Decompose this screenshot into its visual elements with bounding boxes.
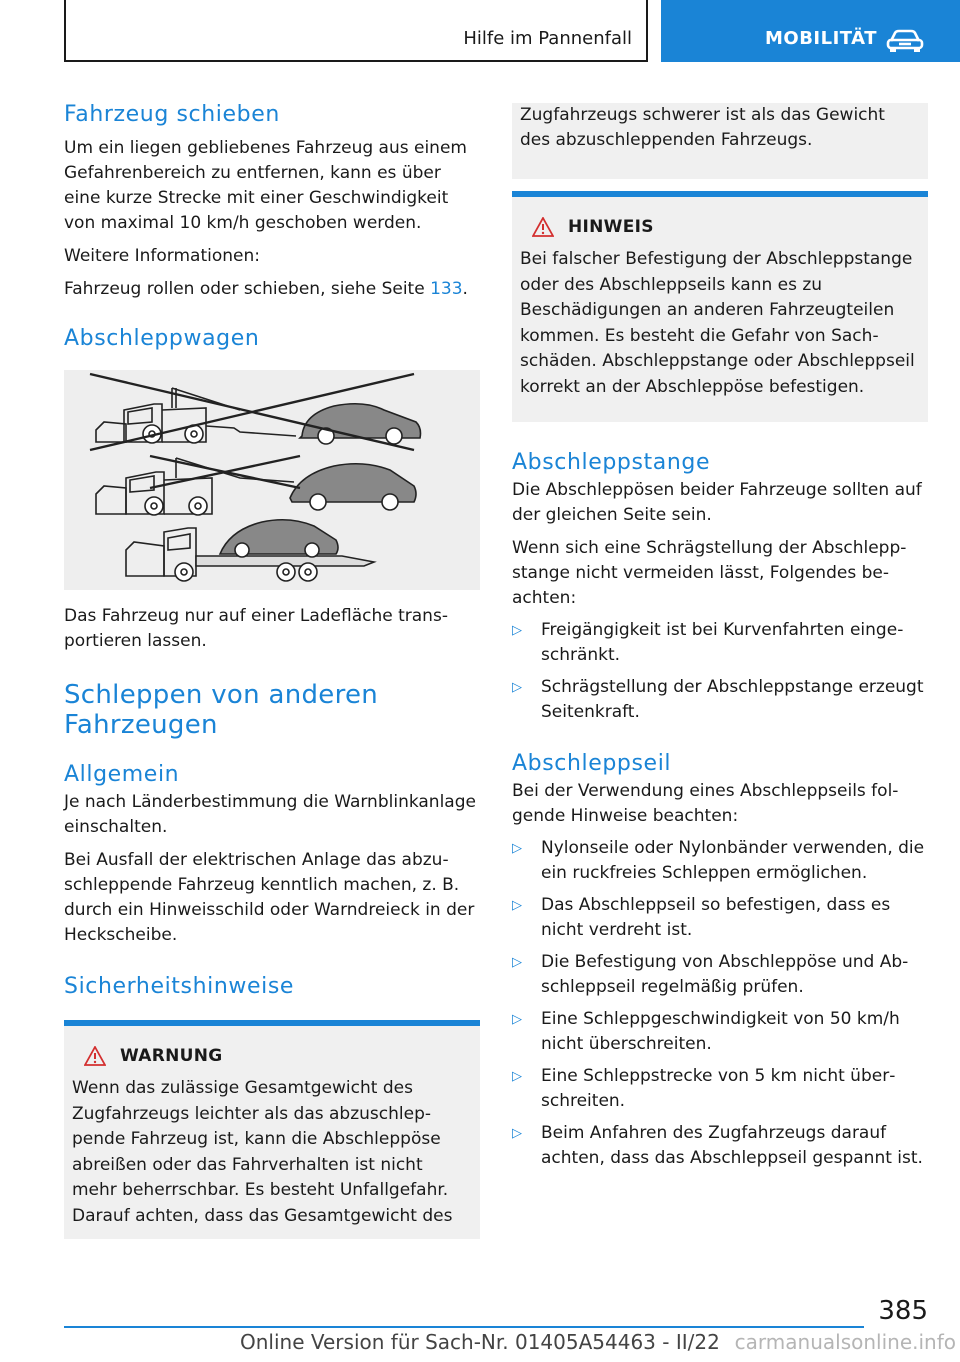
watermark: carmanualsonline.info [734,1330,956,1354]
tow-paragraph: Das Fahrzeug nur auf einer Ladefläche transportieren lassen. [64,606,448,651]
tow-rope-paragraph: Bei der Verwendung eines Abschleppseils folgende Hinweise beachten: [512,781,899,826]
general-paragraph-2: Bei Ausfall der elektrischen Anlage das abzuschleppende Fahrzeug kenntlich machen, z. B. durch ein Hinweisschild oder Warndreieck in der Heckscheibe. [64,850,475,945]
bullet-triangle-icon: ▷ [512,1069,522,1084]
header-section-title: Hilfe im Pannenfall [463,28,632,49]
tow-bar-paragraph-1: Die Abschleppösen beider Fahrzeuge sollten auf der gleichen Seite sein. [512,480,922,525]
warning-box [64,1020,480,1239]
notice-box [512,191,928,422]
heading-tow-truck: Abschleppwagen [64,326,260,351]
header-chapter-title: MOBILITÄT [765,28,877,49]
tow-truck-diagram [64,370,480,590]
online-version-text: Online Version für Sach-Nr. 01405A54463 - II/22 [240,1330,720,1354]
list-item: ▷ Das Abschleppseil so befestigen, dass es nicht verdreht ist. [512,895,891,940]
heading-general: Allgemein [64,762,180,787]
bullet-triangle-icon: ▷ [512,898,522,913]
heading-towing-other-vehicles: Schleppen von anderen Fahrzeugen [64,680,379,740]
list-item: ▷ Eine Schleppstrecke von 5 km nicht überschreiten. [512,1066,896,1111]
tow-truck-illustration [64,370,480,590]
footer-divider [64,1326,864,1328]
tow-bar-list [512,618,928,725]
heading-push-vehicle: Fahrzeug schieben [64,102,280,127]
page-number: 385 [878,1296,928,1326]
push-paragraph: Um ein liegen gebliebenes Fahrzeug aus einem Gefahrenbereich zu entfernen, kann es über eine kurze Strecke mit einer Geschwindigkeit von maximal 10 km/h geschoben werden. [64,138,467,233]
list-item: ▷ Eine Schleppgeschwindigkeit von 50 km/h nicht überschreiten. [512,1009,900,1054]
car-icon [885,28,925,54]
heading-tow-bar: Abschleppstange [512,450,711,475]
bullet-triangle-icon: ▷ [512,955,522,970]
warning-box-continued [512,103,928,179]
notice-title: HINWEIS [568,217,654,237]
more-info-label: Weitere Informationen: [64,246,260,266]
page-link-133[interactable]: 133 [430,279,463,299]
list-item: ▷ Nylonseile oder Nylonbänder verwenden, die ein ruckfreies Schleppen ermöglichen. [512,838,925,883]
warning-text: Wenn das zulässige Gesamtgewicht des Zugfahrzeugs leichter als das abzuschleppende Fahrzeug ist, kann die Abschleppöse abreißen oder das Fahrverhalten ist nicht mehr beherrschbar. Es besteht Unfallgefahr. Darauf achten, dass das Gesamtgewicht des [72,1078,453,1226]
header-chapter-tab [661,0,960,62]
bullet-triangle-icon: ▷ [512,841,522,856]
list-item: ▷ Beim Anfahren des Zugfahrzeugs darauf achten, dass das Abschleppseil gespannt ist. [512,1123,923,1168]
tow-rope-list [512,836,928,1171]
tow-bar-paragraph-2: Wenn sich eine Schrägstellung der Abschleppstange nicht vermeiden lässt, Folgendes beachten: [512,538,907,608]
list-item: ▷ Freigängigkeit ist bei Kurvenfahrten eingeschränkt. [512,620,904,665]
notice-triangle-icon [532,217,554,237]
list-item: ▷ Schrägstellung der Abschleppstange erzeugt Seitenkraft. [512,677,924,722]
header-section-box [64,0,648,62]
list-item: ▷ Die Befestigung von Abschleppöse und Abschleppseil regelmäßig prüfen. [512,952,909,997]
notice-text: Bei falscher Befestigung der Abschleppstange oder des Abschleppseils kann es zu Beschädigungen an anderen Fahrzeugteilen kommen. Es besteht die Gefahr von Sachschäden. Abschleppstange oder Abschleppseil korrekt an der Abschleppöse befestigen. [520,249,915,397]
bullet-triangle-icon: ▷ [512,623,522,638]
bullet-triangle-icon: ▷ [512,1012,522,1027]
heading-safety-notes: Sicherheitshinweise [64,974,295,999]
left-column [64,100,480,1239]
warning-triangle-icon [84,1046,106,1066]
page-reference: Fahrzeug rollen oder schieben, siehe Seite 133. [64,279,468,299]
general-paragraph-1: Je nach Länderbestimmung die Warnblinkanlage einschalten. [64,792,476,837]
warning-title: WARNUNG [120,1046,223,1066]
right-column [512,103,928,1171]
warning-text-continued: Zugfahrzeugs schwerer ist als das Gewicht des abzuschleppenden Fahrzeugs. [520,105,885,150]
heading-tow-rope: Abschleppseil [512,751,672,776]
bullet-triangle-icon: ▷ [512,680,522,695]
bullet-triangle-icon: ▷ [512,1126,522,1141]
